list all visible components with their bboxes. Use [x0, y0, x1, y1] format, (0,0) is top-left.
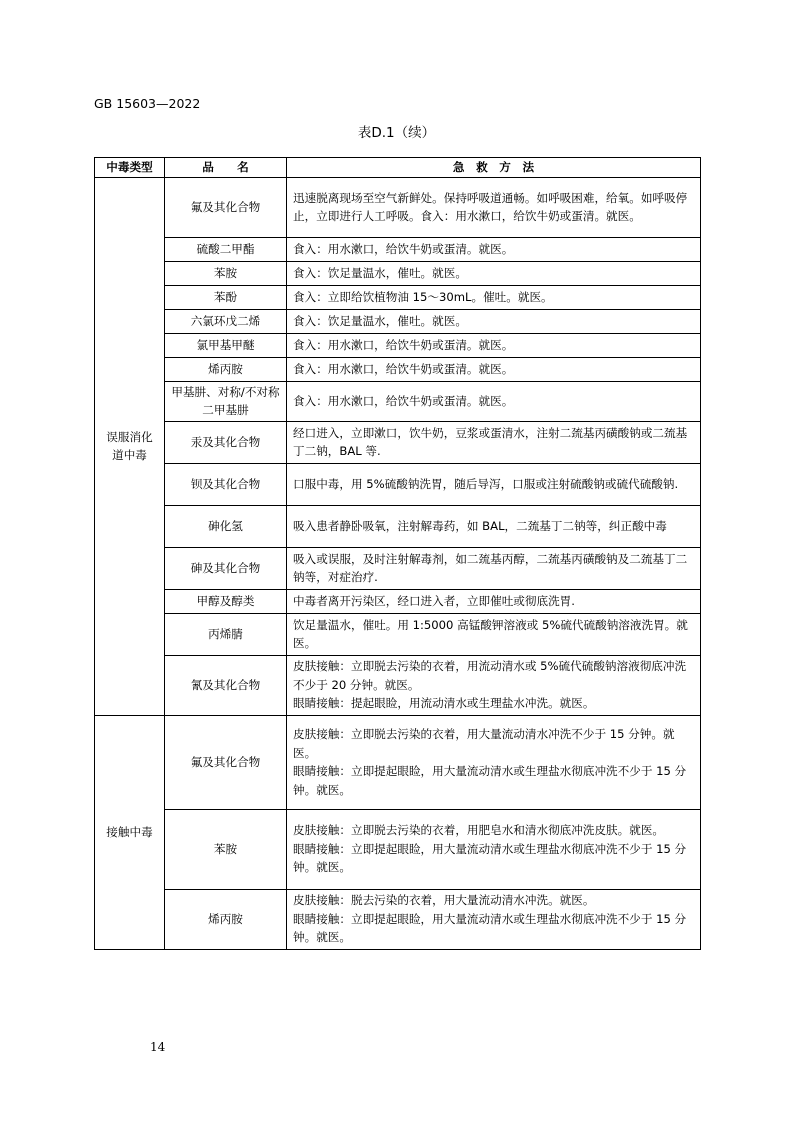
- method-paragraph: 迅速脱离现场至空气新鲜处。保持呼吸道通畅。如呼吸困难，给氧。如呼吸停止，立即进行人工呼吸。食入：用水漱口，给饮牛奶或蛋清。就医。: [293, 190, 688, 224]
- table-row: [95, 333, 701, 357]
- first-aid-method-cell: [287, 333, 701, 357]
- method-paragraph: 食入：饮足量温水，催吐。就医。: [293, 265, 467, 280]
- method-paragraph: 皮肤接触：立即脱去污染的衣着，用肥皂水和清水彻底冲洗皮肤。就医。: [293, 823, 665, 838]
- table-title: 表D.1（续）: [357, 125, 436, 141]
- table-row: [95, 589, 701, 613]
- method-paragraph: 经口进入，立即漱口，饮牛奶，豆浆或蛋清水，注射二巯基丙磺酸钠或二巯基丁二钠，BAL 等.: [293, 425, 688, 459]
- first-aid-method-cell: [287, 177, 701, 237]
- poisoning-type-cell: 误服消化道中毒: [95, 177, 165, 715]
- method-paragraph: 眼睛接触：立即提起眼睑，用大量流动清水或生理盐水彻底冲洗不少于 15 分钟。就医。: [293, 911, 687, 945]
- table-row: [95, 237, 701, 261]
- product-name-cell: 甲醇及醇类: [165, 589, 287, 613]
- product-name-cell: 烯丙胺: [165, 357, 287, 381]
- first-aid-method-cell: [287, 309, 701, 333]
- method-paragraph: 食入：立即给饮植物油 15～30mL。催吐。就医。: [293, 289, 553, 304]
- table-row: [95, 381, 701, 421]
- table-row: [95, 715, 701, 809]
- first-aid-method-cell: [287, 589, 701, 613]
- first-aid-method-cell: [287, 463, 701, 505]
- method-paragraph: 皮肤接触：脱去污染的衣着，用大量流动清水冲洗。就医。: [293, 893, 595, 908]
- method-paragraph: 皮肤接触：立即脱去污染的衣着，用大量流动清水冲洗不少于 15 分钟。就医。: [293, 726, 675, 760]
- first-aid-method-cell: [287, 237, 701, 261]
- product-name-cell: 钡及其化合物: [165, 463, 287, 505]
- method-paragraph: 眼睛接触：立即提起眼睑，用大量流动清水或生理盐水彻底冲洗不少于 15 分钟。就医。: [293, 841, 687, 875]
- table-row: [95, 655, 701, 715]
- product-name-cell: 氯甲基甲醚: [165, 333, 287, 357]
- product-name-cell: 氟及其化合物: [165, 715, 287, 809]
- first-aid-method-cell: [287, 421, 701, 463]
- product-name-cell: 苯酚: [165, 285, 287, 309]
- poisoning-type-cell: 接触中毒: [95, 715, 165, 949]
- header-type: 中毒类型: [95, 158, 165, 178]
- table-row: [95, 613, 701, 655]
- method-paragraph: 皮肤接触：立即脱去污染的衣着，用流动清水或 5%硫代硫酸钠溶液彻底冲洗不少于 20 分钟。就医。: [293, 659, 687, 692]
- product-name-cell: 硫酸二甲酯: [165, 237, 287, 261]
- product-name-cell: 氰及其化合物: [165, 655, 287, 715]
- first-aid-method-cell: [287, 381, 701, 421]
- method-paragraph: 口服中毒，用 5%硫酸钠洗胃，随后导泻，口服或注射硫酸钠或硫代硫酸钠.: [293, 476, 679, 491]
- header-name: 品 名: [165, 158, 287, 178]
- first-aid-method-cell: [287, 889, 701, 949]
- method-paragraph: 食入：饮足量温水，催吐。就医。: [293, 313, 467, 328]
- method-paragraph: 眼睛接触：立即提起眼睑，用大量流动清水或生理盐水彻底冲洗不少于 15 分钟。就医。: [293, 764, 687, 797]
- first-aid-method-cell: [287, 655, 701, 715]
- product-name-cell: 甲基肼、对称/不对称二甲基肼: [165, 381, 287, 421]
- table-row: [95, 463, 701, 505]
- first-aid-table: [94, 157, 701, 950]
- product-name-cell: 烯丙胺: [165, 889, 287, 949]
- method-paragraph: 眼睛接触：提起眼睑，用流动清水或生理盐水冲洗。就医。: [293, 696, 595, 711]
- table-row: [95, 357, 701, 381]
- product-name-cell: 丙烯腈: [165, 613, 287, 655]
- table-row: [95, 421, 701, 463]
- product-name-cell: 砷及其化合物: [165, 547, 287, 589]
- header-method: 急 救 方 法: [287, 158, 701, 178]
- page-number: 14: [150, 1040, 166, 1054]
- table-header-row: [95, 158, 701, 178]
- table-row: [95, 309, 701, 333]
- method-paragraph: 食入：用水漱口，给饮牛奶或蛋清。就医。: [293, 393, 514, 408]
- first-aid-method-cell: [287, 285, 701, 309]
- first-aid-method-cell: [287, 613, 701, 655]
- table-row: [95, 285, 701, 309]
- method-paragraph: 中毒者离开污染区，经口进入者，立即催吐或彻底洗胃.: [293, 593, 575, 608]
- table-row: [95, 261, 701, 285]
- method-paragraph: 吸入患者静卧吸氧，注射解毒药，如 BAL，二巯基丁二钠等，纠正酸中毒: [293, 518, 667, 533]
- first-aid-method-cell: [287, 505, 701, 547]
- product-name-cell: 苯胺: [165, 261, 287, 285]
- table-row: [95, 547, 701, 589]
- product-name-cell: 汞及其化合物: [165, 421, 287, 463]
- method-paragraph: 食入：用水漱口，给饮牛奶或蛋清。就医。: [293, 337, 514, 352]
- method-paragraph: 食入：用水漱口，给饮牛奶或蛋清。就医。: [293, 361, 514, 376]
- table-row: [95, 809, 701, 889]
- table-row: [95, 505, 701, 547]
- first-aid-method-cell: [287, 357, 701, 381]
- product-name-cell: 六氯环戊二烯: [165, 309, 287, 333]
- table-row: [95, 889, 701, 949]
- first-aid-method-cell: [287, 715, 701, 809]
- method-paragraph: 吸入或误服，及时注射解毒剂，如二巯基丙醇，二巯基丙磺酸钠及二巯基丁二钠等，对症治疗.: [293, 551, 688, 585]
- method-paragraph: 饮足量温水，催吐。用 1:5000 高锰酸钾溶液或 5%硫代硫酸钠溶液洗胃。就医。: [293, 617, 688, 651]
- first-aid-method-cell: [287, 809, 701, 889]
- product-name-cell: 氟及其化合物: [165, 177, 287, 237]
- first-aid-method-cell: [287, 547, 701, 589]
- table-row: [95, 177, 701, 237]
- product-name-cell: 砷化氢: [165, 505, 287, 547]
- first-aid-method-cell: [287, 261, 701, 285]
- method-paragraph: 食入：用水漱口，给饮牛奶或蛋清。就医。: [293, 241, 514, 256]
- product-name-cell: 苯胺: [165, 809, 287, 889]
- standard-number: GB 15603—2022: [94, 96, 201, 111]
